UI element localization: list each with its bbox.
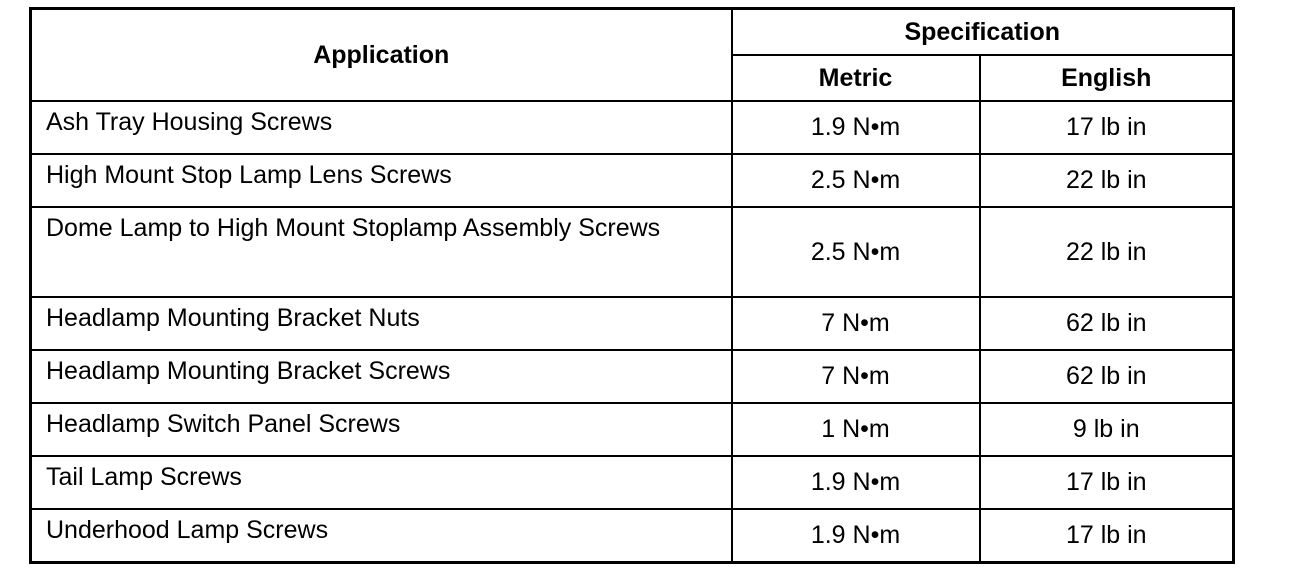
english-cell: 17 lb in [980, 101, 1234, 154]
application-cell: Underhood Lamp Screws [31, 509, 732, 563]
english-cell: 62 lb in [980, 350, 1234, 403]
header-row-top [31, 9, 1234, 56]
english-cell: 22 lb in [980, 154, 1234, 207]
metric-cell: 1.9 N•m [732, 509, 980, 563]
english-header: English [980, 55, 1234, 101]
metric-header: Metric [732, 55, 980, 101]
english-cell: 22 lb in [980, 207, 1234, 297]
application-cell: Ash Tray Housing Screws [31, 101, 732, 154]
fastener-specification-table [29, 7, 1235, 564]
table-row [31, 350, 1234, 403]
metric-cell: 2.5 N•m [732, 154, 980, 207]
metric-cell: 1 N•m [732, 403, 980, 456]
english-cell: 62 lb in [980, 297, 1234, 350]
application-cell: High Mount Stop Lamp Lens Screws [31, 154, 732, 207]
specification-header: Specification [732, 9, 1234, 56]
metric-cell: 1.9 N•m [732, 456, 980, 509]
application-cell: Tail Lamp Screws [31, 456, 732, 509]
application-cell: Headlamp Mounting Bracket Screws [31, 350, 732, 403]
english-cell: 17 lb in [980, 509, 1234, 563]
metric-cell: 7 N•m [732, 350, 980, 403]
table-row [31, 297, 1234, 350]
application-cell: Headlamp Mounting Bracket Nuts [31, 297, 732, 350]
metric-cell: 1.9 N•m [732, 101, 980, 154]
table-row [31, 154, 1234, 207]
english-cell: 9 lb in [980, 403, 1234, 456]
english-cell: 17 lb in [980, 456, 1234, 509]
table-row [31, 456, 1234, 509]
table-row [31, 101, 1234, 154]
table-row [31, 207, 1234, 297]
application-cell: Headlamp Switch Panel Screws [31, 403, 732, 456]
application-cell: Dome Lamp to High Mount Stoplamp Assembly Screws [31, 207, 732, 297]
metric-cell: 2.5 N•m [732, 207, 980, 297]
metric-cell: 7 N•m [732, 297, 980, 350]
table-row [31, 403, 1234, 456]
application-header: Application [31, 9, 732, 102]
table-row [31, 509, 1234, 563]
